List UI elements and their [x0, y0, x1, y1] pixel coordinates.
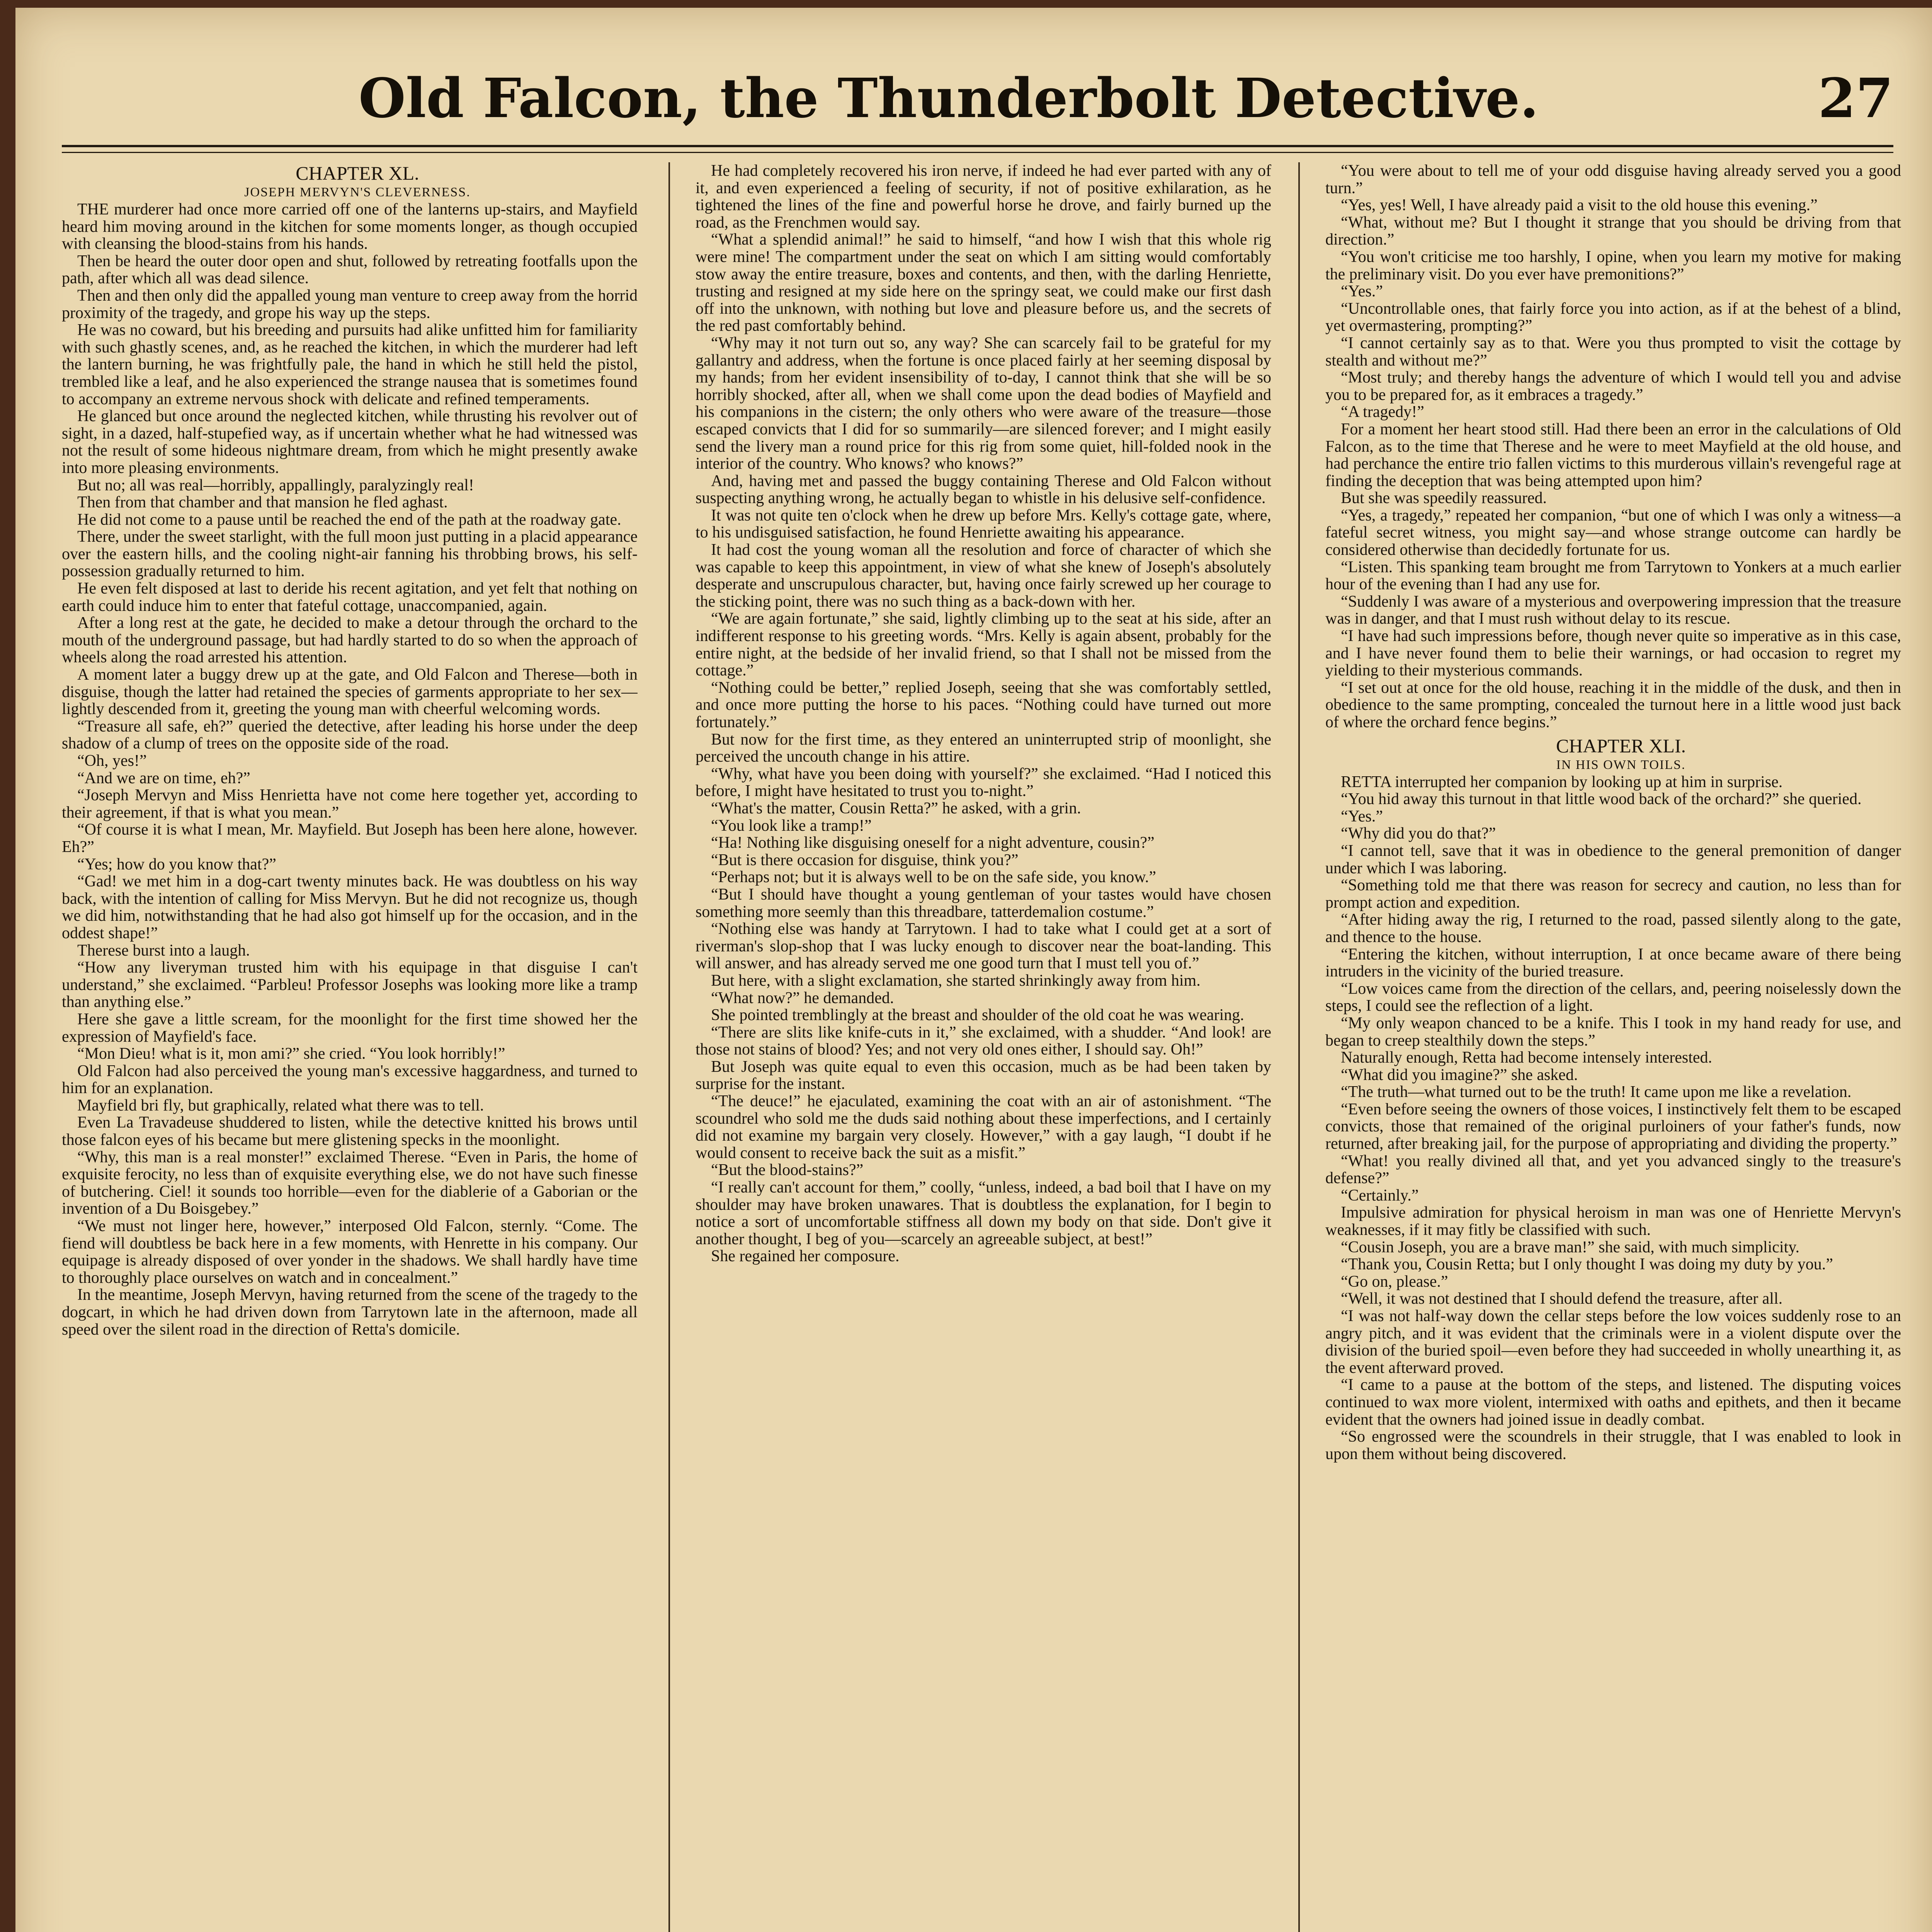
paragraph: “Yes, yes! Well, I have already paid a visit to the old house this evening.”	[1341, 196, 1818, 214]
paragraph: Impulsive admiration for physical heroism in man was one of Henriette Mervyn's weaknesses, if it may fitly be classified with such.	[1325, 1204, 1901, 1239]
paragraph: “Uncontrollable ones, that fairly force you into action, as if at the behest of a blind, yet overmastering, prompting?”	[1325, 299, 1901, 335]
paragraph: “Gad! we met him in a dog-cart twenty minutes back. He was doubtless on his way back, with the intention of calling for Miss Mervyn. But he did not recognize us, though we did him, notwithstanding that he had also got himself up for the occasion, and in the oddest shape!”	[62, 872, 638, 942]
paragraph: “I came to a pause at the bottom of the steps, and listened. The disputing voices continued to wax more violent, intermixed with oaths and epithets, and then it became evident that the owners had joined issue in deadly combat.	[1325, 1376, 1901, 1429]
paragraph: “Entering the kitchen, without interruption, I at once became aware of there being intruders in the vicinity of the buried treasure.	[1325, 945, 1901, 981]
paragraph: A moment later a buggy drew up at the gate, and Old Falcon and Therese—both in disguise, though the latter had retained the species of garments appropriate to her sex—lightly descended from it, greeting the young man with cheerful welcoming words.	[62, 666, 638, 718]
paragraph: He had completely recovered his iron nerve, if indeed he had ever parted with any of it, and even experienced a feeling of security, if not of positive exhilaration, as he tightened the lines of the fine and powerful horse he drove, and fairly burned up the road, as the Frenchmen would say.	[696, 162, 1271, 231]
paragraph: “How any liveryman trusted him with his equipage in that disguise I can't understand,” she exclaimed. “Parbleu! Professor Josephs was looking more like a tramp than anything else.”	[62, 959, 638, 1011]
paragraph: Naturally enough, Retta had become intensely interested.	[1341, 1049, 1713, 1067]
paragraph: “Treasure all safe, eh?” queried the detective, after leading his horse under the deep shadow of a clump of trees on the opposite side of the road.	[62, 717, 638, 753]
paragraph: He was no coward, but his breeding and pursuits had alike unfitted him for familiarity with such ghastly scenes, and, as he reached the kitchen, in which the murderer had left the lantern burning, he was frightfully pale, the hand in which he still held the pistol, trembled like a leaf, and he also experienced the strange nausea that is sometimes found to accompany an extreme nervous shock with delicate and refined temperaments.	[62, 321, 638, 408]
paragraph: “Suddenly I was aware of a mysterious and overpowering impression that the treasure was in danger, and that I must rush without delay to its rescue.	[1325, 592, 1901, 628]
header-rule	[62, 145, 1893, 153]
paragraph: “Even before seeing the owners of those voices, I instinctively felt them to be escaped convicts, those that remained of the original purloiners of your father's funds, now returned, after breaking jail, for the purpose of appropriating and dividing the property.”	[1325, 1100, 1901, 1153]
paragraph: “After hiding away the rig, I returned to the road, passed silently along to the gate, and thence to the house.	[1325, 911, 1901, 946]
paragraph: “The deuce!” he ejaculated, examining the coat with an air of astonishment. “The scoundrel who sold me the duds said nothing about these imperfections, and I certainly did not examine my bargain very closely. However,” with a gay laugh, “I doubt if he would consent to receive back the suit as a misfit.”	[696, 1092, 1271, 1162]
paragraph: “What a splendid animal!” he said to himself, “and how I wish that this whole rig were mine! The compartment under the seat on which I am sitting would comfortably stow away the entire treasure, boxes and contents, and then, with the darling Henriette, trusting and resigned at my side here on the springy seat, we could make our first dash off into the unknown, with nothing but love and pleasure before us, and the secrets of the red past comfortably behind.	[696, 231, 1271, 335]
page-header	[62, 66, 1901, 139]
paragraph: He even felt disposed at last to deride his recent agitation, and yet felt that nothing on earth could induce him to enter that fateful cottage, unaccompanied, again.	[62, 580, 638, 615]
paragraph: “Most truly; and thereby hangs the adventure of which I would tell you and advise you to be prepared for, as it embraces a tragedy.”	[1325, 369, 1901, 404]
paragraph: He did not come to a pause until be reached the end of the path at the roadway gate.	[77, 510, 621, 529]
paragraph: “Why did you do that?”	[1341, 825, 1496, 843]
paragraph: “My only weapon chanced to be a knife. This I took in my hand ready for use, and began to creep stealthily down the steps.”	[1325, 1014, 1901, 1049]
paragraph: “You won't criticise me too harshly, I opine, when you learn my motive for making the preliminary visit. Do you ever have premonitions?”	[1325, 248, 1901, 283]
paragraph: “A tragedy!”	[1341, 403, 1424, 421]
paragraph: “What now?” he demanded.	[711, 989, 894, 1007]
chapter-subtitle: IN HIS OWN TOILS.	[1556, 757, 1686, 772]
paragraph: “Thank you, Cousin Retta; but I only thought I was doing my duty by you.”	[1341, 1255, 1833, 1274]
paragraph: “We must not linger here, however,” interposed Old Falcon, sternly. “Come. The fiend will doubtless be back here in a few moments, with Henrette in his company. Our equipage is already disposed of over yonder in the shadows. We shall hardly have time to thoroughly place ourselves on watch and in concealment.”	[62, 1217, 638, 1287]
column-divider	[1298, 162, 1300, 1932]
paragraph: “And we are on time, eh?”	[77, 769, 250, 787]
paragraph: For a moment her heart stood still. Had there been an error in the calculations of Old Falcon, as to the time that Therese and he were to meet Mayfield at the old house, and had perchance the entire trio fallen victims to this murderous villain's revengeful rage at finding the deception that was being attempted upon him?	[1325, 420, 1901, 490]
paragraph: “Of course it is what I mean, Mr. Mayfield. But Joseph has been here alone, however. Eh?”	[62, 821, 638, 856]
paragraph: “I set out at once for the old house, reaching it in the middle of the dusk, and then in obedience to the same prompting, concealed the turnout here in a little wood just back of where the orchard fence begins.”	[1325, 679, 1901, 731]
paragraph: “Joseph Mervyn and Miss Henrietta have not come here together yet, according to their agreement, if that is what you mean.”	[62, 786, 638, 821]
paragraph: “Why, what have you been doing with yourself?” she exclaimed. “Had I noticed this before, I might have hesitated to trust you to-night.”	[696, 765, 1271, 800]
newspaper-page	[15, 8, 1932, 1932]
paragraph: Therese burst into a laugh.	[77, 941, 250, 959]
paragraph: “But is there occasion for disguise, think you?”	[711, 851, 1019, 869]
chapter-heading: CHAPTER XL.	[296, 162, 419, 184]
paragraph: “Oh, yes!”	[77, 752, 147, 770]
chapter-subtitle: JOSEPH MERVYN'S CLEVERNESS.	[244, 185, 471, 199]
paragraph: “You hid away this turnout in that little wood back of the orchard?” she queried.	[1341, 790, 1862, 808]
paragraph: “I cannot tell, save that it was in obedience to the general premonition of danger under which I was laboring.	[1325, 842, 1901, 877]
paragraph: “What's the matter, Cousin Retta?” he asked, with a grin.	[711, 799, 1081, 817]
paragraph: And, having met and passed the buggy containing Therese and Old Falcon without suspecting anything wrong, he actually began to whistle in his delusive self-confidence.	[696, 472, 1271, 507]
paragraph: “I really can't account for them,” coolly, “unless, indeed, a bad boil that I have on my shoulder may have broken unawares. That is doubtless the explanation, for I begin to notice a sort of uncomfortable stiffness all down my body on that side. Don't give it another thought, I beg of you—scarcely an agreeable subject, at best!”	[696, 1179, 1271, 1248]
paragraph: “I cannot certainly say as to that. Were you thus prompted to visit the cottage by stealth and without me?”	[1325, 334, 1901, 369]
paragraph: “Low voices came from the direction of the cellars, and, peering noiselessly down the steps, I could see the reflection of a light.	[1325, 980, 1901, 1015]
paragraph: “Nothing else was handy at Tarrytown. I had to take what I could get at a sort of riverman's slop-shop that I was lucky enough to discover near the boat-landing. This will answer, and has already served me one good turn that I must tell you of.”	[696, 920, 1271, 973]
article-body	[696, 162, 1271, 1265]
paragraph: “But I should have thought a young gentleman of your tastes would have chosen something more seemly than this threadbare, tatterdemalion costume.”	[696, 885, 1271, 921]
paragraph: “Cousin Joseph, you are a brave man!” she said, with much simplicity.	[1341, 1238, 1800, 1256]
paragraph: “I have had such impressions before, though never quite so imperative as in this case, and I have never found them to belie their warnings, or had occasion to regret my yielding to their mysterious commands.	[1325, 627, 1901, 680]
article-body	[1325, 774, 1901, 1463]
paragraph: “Why, this man is a real monster!” exclaimed Therese. “Even in Paris, the home of exquisite ferocity, no less than of exquisite everything else, we do not have such finesse of butchering. Ciel! it sounds too horrible—even for the diablerie of a Gaborian or the invention of a Du Boisgebey.”	[62, 1148, 638, 1218]
paragraph: “But the blood-stains?”	[711, 1161, 864, 1179]
paragraph: It had cost the young woman all the resolution and force of character of which she was capable to keep this appointment, in view of what she knew of Joseph's absolutely desperate and unscrupulous character, but, having once fairly screwed up her courage to the sticking point, there was no such thing as a back-down with her.	[696, 541, 1271, 611]
paragraph: “Go on, please.”	[1341, 1272, 1448, 1291]
page-title: Old Falcon, the Thunderbolt Detective.	[358, 67, 1539, 130]
paragraph: But now for the first time, as they entered an uninterrupted strip of moonlight, she perceived the uncouth change in his attire.	[696, 730, 1271, 766]
paragraph: RETTA interrupted her companion by looking up at him in surprise.	[1341, 773, 1783, 791]
paragraph: Old Falcon had also perceived the young man's excessive haggardness, and turned to him for an explanation.	[62, 1062, 638, 1097]
paragraph: It was not quite ten o'clock when he drew up before Mrs. Kelly's cottage gate, where, to his undisguised satisfaction, he found Henriette awaiting his appearance.	[696, 506, 1271, 542]
paragraph: After a long rest at the gate, he decided to make a detour through the orchard to the mouth of the underground passage, but had hardly started to do so when the approach of wheels along the road arrested his attention.	[62, 614, 638, 667]
paragraph: “You look like a tramp!”	[711, 816, 872, 835]
column-3	[1325, 162, 1901, 1932]
column-2	[696, 162, 1271, 1932]
paragraph: “What did you imagine?” she asked.	[1341, 1066, 1578, 1084]
paragraph: “Well, it was not destined that I should defend the treasure, after all.	[1341, 1290, 1783, 1308]
paragraph: “Yes.”	[1341, 282, 1383, 301]
paragraph: “You were about to tell me of your odd disguise having already served you a good turn.”	[1325, 162, 1901, 197]
paragraph: “Perhaps not; but it is always well to be on the safe side, you know.”	[711, 868, 1156, 886]
paragraph: There, under the sweet starlight, with the full moon just putting in a placid appearance over the eastern hills, and the cooling night-air fanning his throbbing brows, his self-possession gradually returned to him.	[62, 528, 638, 580]
paragraph: “Yes, a tragedy,” repeated her companion, “but one of which I was only a witness—a fateful secret witness, you might say—and whose strange outcome can hardly be considered otherwise than decidedly fortunate for us.	[1325, 506, 1901, 559]
paragraph: “Listen. This spanking team brought me from Tarrytown to Yonkers at a much earlier hour of the evening than I had any use for.	[1325, 558, 1901, 594]
paragraph: “We are again fortunate,” she said, lightly climbing up to the seat at his side, after an indifferent response to his greeting words. “Mrs. Kelly is again absent, probably for the entire night, at the bedside of her invalid friend, so that I shall not be missed from the cottage.”	[696, 610, 1271, 680]
paragraph: But Joseph was quite equal to even this occasion, much as be had been taken by surprise for the instant.	[696, 1058, 1271, 1093]
paragraph: She regained her composure.	[711, 1247, 900, 1265]
paragraph: Here she gave a little scream, for the moonlight for the first time showed her the expression of Mayfield's face.	[62, 1010, 638, 1046]
paragraph: “Mon Dieu! what is it, mon ami?” she cried. “You look horribly!”	[77, 1045, 505, 1063]
paragraph: Even La Travadeuse shuddered to listen, while the detective knitted his brows until those falcon eyes of his became but mere glistening specks in the moonlight.	[62, 1114, 638, 1149]
paragraph: “Yes; how do you know that?”	[77, 855, 276, 873]
chapter-heading: CHAPTER XLI.	[1556, 735, 1686, 757]
paragraph: THE murderer had once more carried off one of the lanterns up-stairs, and Mayfield heard him moving around in the kitchen for some moments longer, as though occupied with cleansing the blood-stains from his hands.	[62, 201, 638, 253]
paragraph: Then from that chamber and that mansion he fled aghast.	[77, 493, 448, 512]
paragraph: Mayfield bri fly, but graphically, related what there was to tell.	[77, 1096, 484, 1114]
paragraph: “I was not half-way down the cellar steps before the low voices suddenly rose to an angry pitch, and it was evident that the criminals were in a violent dispute over the division of the buried spoil—even before they had succeeded in wholly unearthing it, as the event afterward proved.	[1325, 1307, 1901, 1377]
paragraph: “Nothing could be better,” replied Joseph, seeing that she was comfortably settled, and once more putting the horse to his paces. “Nothing could have turned out more fortunately.”	[696, 679, 1271, 731]
paragraph: “The truth—what turned out to be the truth! It came upon me like a revelation.	[1341, 1083, 1852, 1101]
paragraph: “Something told me that there was reason for secrecy and caution, no less than for prompt action and expedition.	[1325, 876, 1901, 912]
paragraph: She pointed tremblingly at the breast and shoulder of the old coat he was wearing.	[711, 1006, 1244, 1024]
paragraph: “Why may it not turn out so, any way? She can scarcely fail to be grateful for my gallantry and address, when the fortune is once placed fairly at her seeming disposal by my hands; from her evident insensibility of to-day, I cannot think that she will be so horribly shocked, after all, when we shall come upon the dead bodies of Mayfield and his companions in the cistern; the only others who were aware of the treasure—those escaped convicts that I did for so summarily—are silenced forever; and I might easily send the livery man a round price for this rig from some quiet, hill-folded nook in the interior of the country. Who knows? who knows?”	[696, 334, 1271, 473]
paragraph: “Ha! Nothing like disguising oneself for a night adventure, cousin?”	[711, 834, 1155, 852]
paragraph: “There are slits like knife-cuts in it,” she exclaimed, with a shudder. “And look! are those not stains of blood? Yes; and not very old ones either, I should say. Oh!”	[696, 1023, 1271, 1059]
paragraph: Then be heard the outer door open and shut, followed by retreating footfalls upon the path, after which all was dead silence.	[62, 252, 638, 287]
paragraph: He glanced but once around the neglected kitchen, while thrusting his revolver out of sight, in a dazed, half-stupefied way, as if uncertain whether what he had witnessed was not the result of some hideous nightmare dream, from which he might presently awake into more pleasing environments.	[62, 407, 638, 477]
article-body	[1325, 162, 1901, 731]
paragraph: But here, with a slight exclamation, she started shrinkingly away from him.	[711, 971, 1201, 990]
paragraph: “So engrossed were the scoundrels in their struggle, that I was enabled to look in upon them without being discovered.	[1325, 1428, 1901, 1463]
article-body	[62, 201, 638, 1338]
page-number: 27	[1818, 67, 1893, 130]
paragraph: In the meantime, Joseph Mervyn, having returned from the scene of the tragedy to the dogcart, in which he had driven down from Tarrytown late in the afternoon, made all speed over the silent road in the direction of Retta's domicile.	[62, 1286, 638, 1338]
paragraph: “What! you really divined all that, and yet you advanced singly to the treasure's defense?”	[1325, 1152, 1901, 1187]
paragraph: “What, without me? But I thought it strange that you should be driving from that direction.”	[1325, 213, 1901, 249]
column-divider	[668, 162, 670, 1932]
paragraph: Then and then only did the appalled young man venture to creep away from the horrid proximity of the tragedy, and grope his way up the steps.	[62, 286, 638, 322]
paragraph: “Certainly.”	[1341, 1186, 1419, 1204]
paragraph: But she was speedily reassured.	[1341, 489, 1547, 507]
paragraph: “Yes.”	[1341, 807, 1383, 825]
paragraph: But no; all was real—horribly, appallingly, paralyzingly real!	[77, 476, 474, 494]
column-1	[62, 162, 638, 1932]
